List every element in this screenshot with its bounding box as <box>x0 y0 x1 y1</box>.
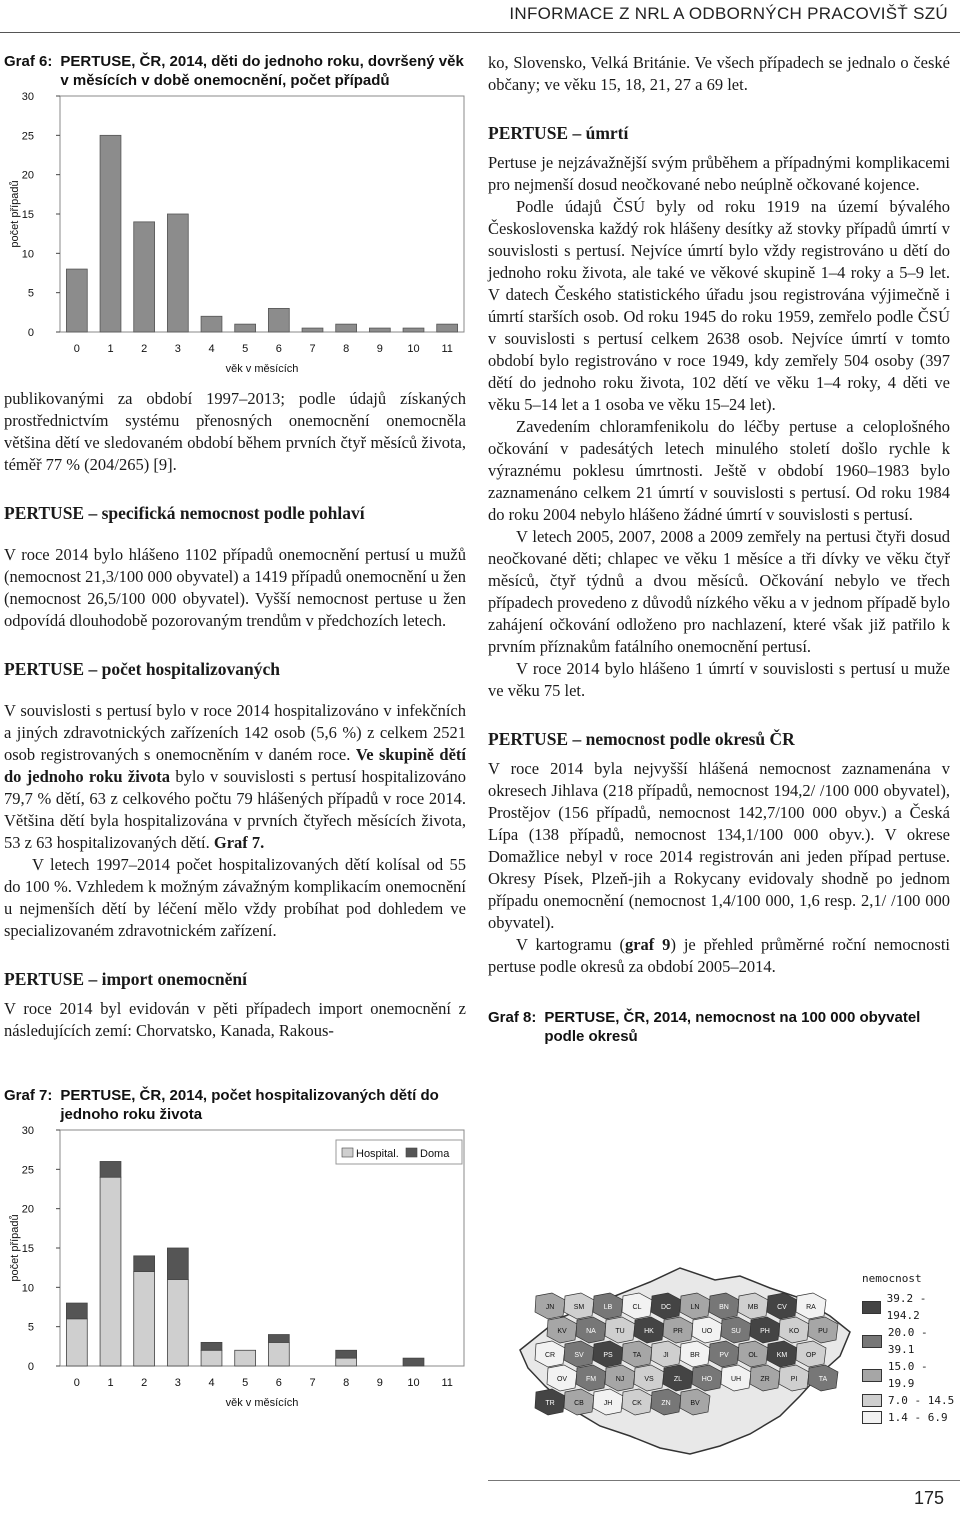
district-label: CB <box>574 1400 584 1407</box>
right-column <box>488 52 950 1046</box>
map-legend-label: 7.0 - 14.5 <box>888 1394 955 1407</box>
district-label: PV <box>719 1352 729 1359</box>
y-tick-label: 15 <box>21 209 34 221</box>
x-tick-label: 11 <box>441 343 453 355</box>
district-label: ZR <box>760 1376 770 1383</box>
district-label: JN <box>545 1304 555 1311</box>
x-tick-label: 5 <box>242 1377 249 1389</box>
map-legend-row <box>862 1358 960 1392</box>
page-rule <box>488 1480 960 1481</box>
bar-hospital <box>336 1358 357 1366</box>
x-tick-label: 5 <box>242 343 249 355</box>
district-label: PR <box>673 1328 683 1335</box>
district-label: UO <box>701 1328 713 1335</box>
bar-doma <box>66 1303 87 1319</box>
map-legend-row <box>862 1324 960 1358</box>
p3-part-a: V souvislosti s pertusí bylo v roce 2014 hospitalizováno v infekčních a jiných zdravotnických zařízeních 142 osob (5,6 %) z celkem 2521 osob registrovaných s onemocněním v daném roce. <box>4 701 466 764</box>
y-tick-label: 25 <box>21 1164 34 1177</box>
district-label: TA <box>818 1376 828 1383</box>
x-tick-label: 0 <box>73 343 80 355</box>
bar-doma <box>336 1350 357 1358</box>
legend-swatch <box>406 1148 417 1157</box>
y-axis-label: počet případů <box>9 1214 21 1282</box>
district-label: BV <box>690 1400 700 1407</box>
left-paragraph-3 <box>4 700 466 854</box>
district-label: FM <box>585 1376 597 1383</box>
p7-part-c: ) je přehled průměrné roční nemocnosti pertuse podle okresů za období 2005–2014. <box>488 935 950 976</box>
bar-hospital <box>235 1350 256 1366</box>
map-legend-row <box>862 1392 960 1409</box>
district-label: LN <box>690 1304 700 1311</box>
map-legend-swatch <box>862 1335 882 1348</box>
district-label: SV <box>574 1352 584 1359</box>
y-tick-label: 0 <box>27 327 34 339</box>
legend-label: Doma <box>420 1148 450 1160</box>
x-tick-label: 6 <box>275 1377 282 1389</box>
bar-doma <box>167 1248 188 1279</box>
map-legend-title: nemocnost <box>862 1272 922 1285</box>
district-label: VS <box>644 1376 654 1383</box>
legend-swatch <box>342 1148 353 1157</box>
bar-hospital <box>201 1350 222 1366</box>
y-tick-label: 10 <box>21 1282 34 1295</box>
x-tick-label: 10 <box>407 343 420 355</box>
bar <box>437 324 458 332</box>
bar <box>66 269 87 332</box>
district-label: MB <box>747 1304 759 1311</box>
graf6-title <box>4 52 466 90</box>
bar <box>100 135 121 332</box>
p7-bold-b: graf 9 <box>624 935 671 954</box>
y-tick-label: 20 <box>21 169 34 182</box>
district-label: RA <box>806 1304 816 1311</box>
map-legend-swatch <box>862 1369 882 1382</box>
legend-label: Hospital. <box>356 1148 399 1160</box>
district-label: PI <box>790 1376 798 1383</box>
graf7-chart <box>4 1124 466 1414</box>
district-label: PS <box>603 1352 613 1359</box>
x-tick-label: 1 <box>107 343 114 355</box>
district-label: PU <box>818 1328 828 1335</box>
district-label: HK <box>644 1328 654 1335</box>
map-legend-row <box>862 1290 960 1324</box>
bar-doma <box>201 1342 222 1350</box>
district-label: OP <box>805 1352 817 1359</box>
right-paragraph-5: V roce 2014 bylo hlášeno 1 úmrtí v souvislosti s pertusí u muže ve věku 75 let. <box>488 659 950 700</box>
graf8-label: Graf 8: <box>488 1009 537 1026</box>
bar-hospital <box>66 1319 87 1366</box>
bar <box>268 308 289 332</box>
district-label: PH <box>760 1328 770 1335</box>
district-label: CL <box>632 1304 642 1311</box>
bar <box>336 324 357 332</box>
p7-part-a: V kartogramu ( <box>516 935 625 954</box>
district-label: TU <box>615 1328 625 1335</box>
bar <box>201 316 222 332</box>
district-label: OL <box>748 1352 758 1359</box>
district-label: JI <box>663 1352 669 1359</box>
graf6-title-text: PERTUSE, ČR, 2014, děti do jednoho roku, dovršený věk v měsících v době onemocnění, počet případů <box>60 53 464 89</box>
x-tick-label: 4 <box>208 1377 215 1389</box>
x-tick-label: 3 <box>174 1377 181 1389</box>
district-label: KO <box>788 1328 800 1335</box>
map-legend-swatch <box>862 1394 882 1407</box>
p3-bold-d: Graf 7. <box>213 833 265 852</box>
bar-doma <box>268 1335 289 1343</box>
left-paragraph-5: V roce 2014 byl evidován v pěti případech import onemocnění z následujících zemí: Chorvatsko, Kanada, Rakous- <box>4 999 466 1040</box>
district-label: ZN <box>661 1400 671 1407</box>
bar-doma <box>403 1358 424 1366</box>
left-column <box>4 52 466 1414</box>
x-tick-label: 1 <box>107 1377 114 1389</box>
map-legend-label: 20.0 - 39.1 <box>887 1326 928 1356</box>
y-tick-label: 15 <box>21 1243 34 1255</box>
district-label: TA <box>632 1352 642 1359</box>
bar <box>235 324 256 332</box>
district-label: SU <box>731 1328 741 1335</box>
map-legend-label: 15.0 - 19.9 <box>887 1360 928 1390</box>
graf7-title <box>4 1086 466 1124</box>
district-label: SM <box>573 1304 585 1311</box>
graf6-label: Graf 6: <box>4 53 53 70</box>
y-tick-label: 5 <box>27 1321 34 1334</box>
x-tick-label: 11 <box>441 1377 453 1389</box>
right-paragraph-3: Zavedením chloramfenikolu do léčby pertuse a celoplošného očkování v padesátých letech minulého století došlo rychle k výraznému poklesu úmrtnosti. Ještě v období 1960–1983 bylo zaznamenáno celkem 21 úmrtí v souvislosti s pertusí. Od roku 1984 do roku 2004 nebylo hlášeno žádné úmrtí v souvislosti s pertusí. <box>488 417 950 524</box>
bar <box>403 328 424 332</box>
x-tick-label: 8 <box>343 1377 350 1389</box>
bar <box>369 328 390 332</box>
x-axis-label: věk v měsících <box>225 363 299 375</box>
graf6-chart <box>4 90 466 380</box>
y-tick-label: 30 <box>21 1125 34 1137</box>
district-label: UH <box>730 1376 742 1383</box>
right-paragraph-4: V letech 2005, 2007, 2008 a 2009 zemřely na pertusi čtyři dosud neočkované děti; chlapec ve věku 1 měsíce a tři dívky ve věku čtyř měsíců, čtyř týdnů a dvou měsíců. Očkování nebylo ve třech případech provedeno z důvodů nízkého věku a v jednom případě bylo zahájení očkování odloženo pro nachlazení, které však již patřilo k prvním příznakům fatálního onemocnění pertusí. <box>488 527 950 656</box>
page-number: 175 <box>913 1488 944 1508</box>
x-tick-label: 4 <box>208 343 215 355</box>
map-legend-row <box>862 1409 960 1426</box>
y-tick-label: 30 <box>21 91 34 103</box>
y-axis-label: počet případů <box>9 180 21 248</box>
district-label: ZL <box>673 1376 683 1383</box>
y-tick-label: 10 <box>21 248 34 261</box>
bar-hospital <box>100 1177 121 1366</box>
district-label: KM <box>776 1352 788 1359</box>
heading-pohlavi: PERTUSE – specifická nemocnost podle pohlaví <box>4 503 365 523</box>
y-tick-label: 0 <box>27 1361 34 1373</box>
p3-part-c: bylo v souvislosti s pertusí hospitalizováno 79,7 % dětí, 63 z celkového počtu 79 hlášených případů v roce 2014. Většina dětí byla hospitalizována v prvních čtyřech měsících života, 53 z 63 hospitalizovaných dětí. <box>4 767 466 852</box>
y-tick-label: 20 <box>21 1203 34 1216</box>
left-paragraph-4: V letech 1997–2014 počet hospitalizovaných dětí kolísal od 55 do 100 %. Vzhledem k možným závažným komplikacím onemocnění u nejmenších dětí by léčení mělo vždy probíhat pod dohledem ve specializovaném zdravotnickém zařízení. <box>4 855 466 940</box>
x-tick-label: 0 <box>73 1377 80 1389</box>
district-label: TR <box>545 1400 555 1407</box>
district-label: KV <box>557 1328 567 1335</box>
running-header: INFORMACE Z NRL A ODBORNÝCH PRACOVIŠŤ SZÚ <box>509 4 948 23</box>
map-legend-label: 1.4 - 6.9 <box>888 1411 948 1424</box>
header-rule <box>0 32 960 33</box>
heading-import: PERTUSE – import onemocnění <box>4 969 247 989</box>
graf7-label: Graf 7: <box>4 1087 53 1104</box>
x-tick-label: 3 <box>174 343 181 355</box>
district-label: HO <box>701 1376 713 1383</box>
heading-hospitalizace: PERTUSE – počet hospitalizovaných <box>4 659 281 679</box>
map-legend-swatch <box>862 1301 881 1314</box>
bar-doma <box>134 1256 155 1272</box>
graf7-title-text: PERTUSE, ČR, 2014, počet hospitalizovaných dětí do jednoho roku života <box>60 1087 439 1123</box>
bar <box>167 214 188 332</box>
y-tick-label: 5 <box>27 287 34 300</box>
y-tick-label: 25 <box>21 130 34 143</box>
district-label: BR <box>690 1352 700 1359</box>
district-label: JH <box>603 1400 613 1407</box>
bar-hospital <box>134 1272 155 1366</box>
district-label: DC <box>660 1304 672 1311</box>
x-tick-label: 2 <box>141 1377 148 1389</box>
district-label: CR <box>544 1352 556 1359</box>
x-tick-label: 7 <box>309 343 316 355</box>
district-label: CV <box>777 1304 787 1311</box>
district-label: OV <box>556 1376 568 1383</box>
p3-bold-b: Ve skupině dětí do jednoho roku života <box>4 745 466 786</box>
x-tick-label: 2 <box>141 343 148 355</box>
x-tick-label: 7 <box>309 1377 316 1389</box>
x-tick-label: 8 <box>343 343 350 355</box>
graf8-title <box>488 1008 950 1046</box>
right-paragraph-2: Podle údajů ČSÚ byly od roku 1919 na území bývalého Československa každý rok hlášeny desítky až stovky případů úmrtí v souvislosti s pertusí. Nejvíce úmrtí bylo vždy registrováno u dětí do jednoho roku života, ale také ve věkové skupině 1–4 roky a 5–9 let. V datech Českého statistického úřadu jsou registrována výjimečně i úmrtí starších osob. Od roku 1945 do roku 1959, zemřelo podle ČSÚ v souvislosti s pertusí celkem 2638 osob. Nejvíce úmrtí v tomto období bylo registrováno v roce 1949, kdy zemřely 504 osoby (397 dětí do jednoho roku života, 102 dětí ve věku 1–4 roky, 4 děti ve věku 5–14 let a 1 osoba ve věku 15–24 let). <box>488 197 950 414</box>
district-label: LB <box>603 1304 613 1311</box>
heading-umrti: PERTUSE – úmrtí <box>488 123 629 143</box>
right-paragraph-7 <box>488 934 950 978</box>
bar-hospital <box>268 1342 289 1366</box>
map-legend-label: 39.2 - 194.2 <box>886 1292 927 1322</box>
right-paragraph-6: V roce 2014 byla nejvyšší hlášená nemocnost zaznamenána v okresech Jihlava (218 případů, nemocnost 194,2/ /100 000 obyvatel), Prostějov (156 případů, nemocnost 142,7/100 000 obyv.) a Česká Lípa (138 případů, nemocnost 134,1/100 000 obyv.). V okrese Domažlice nebyl v roce 2014 registrován ani jeden případ pertuse. Okresy Písek, Plzeň-jih a Rokycany evidovaly shodně po jednom případu onemocnění (nemocnost 1,4/100 000, 1,6 resp. 2,1/ /100 000 obyvatel). <box>488 759 950 932</box>
district-label: BN <box>719 1304 729 1311</box>
district-label: NJ <box>615 1376 625 1383</box>
bar-hospital <box>167 1279 188 1366</box>
bar <box>302 328 323 332</box>
graf8-title-text: PERTUSE, ČR, 2014, nemocnost na 100 000 obyvatel podle okresů <box>544 1009 921 1045</box>
bar-doma <box>100 1161 121 1177</box>
left-paragraph-2: V roce 2014 bylo hlášeno 1102 případů onemocnění pertusí u mužů (nemocnost 21,3/100 000 obyvatel) a 1419 případů onemocnění u žen (nemocnost 26,5/100 000 obyvatel). Vyšší nemocnost pertuse u žen odpovídá dlouhodobě pozorovaným trendům v předchozích letech. <box>4 545 466 630</box>
bar <box>134 222 155 332</box>
left-paragraph-1: publikovanými za období 1997–2013; podle údajů získaných prostřednictvím systému přenosných onemocnění onemocněla většina dětí ve sledovaném období během prvních čtyř měsíců života, téměř 77 % (204/265) [9]. <box>4 389 466 474</box>
district-label: CK <box>632 1400 642 1407</box>
right-paragraph-1: Pertuse je nejzávažnější svým průběhem a případnými komplikacemi pro nejmenší dosud neočkované nebo neúplně očkované kojence. <box>488 153 950 194</box>
heading-okresy: PERTUSE – nemocnost podle okresů ČR <box>488 729 795 749</box>
x-tick-label: 6 <box>275 343 282 355</box>
map-legend <box>862 1270 960 1426</box>
x-tick-label: 9 <box>376 1377 383 1389</box>
right-paragraph-0: ko, Slovensko, Velká Británie. Ve všech případech se jednalo o české občany; ve věku 15, 18, 21, 27 a 69 let. <box>488 53 950 94</box>
district-label: NA <box>586 1328 596 1335</box>
x-tick-label: 10 <box>407 1377 420 1389</box>
map-legend-swatch <box>862 1411 882 1424</box>
x-tick-label: 9 <box>376 343 383 355</box>
x-axis-label: věk v měsících <box>225 1397 299 1409</box>
